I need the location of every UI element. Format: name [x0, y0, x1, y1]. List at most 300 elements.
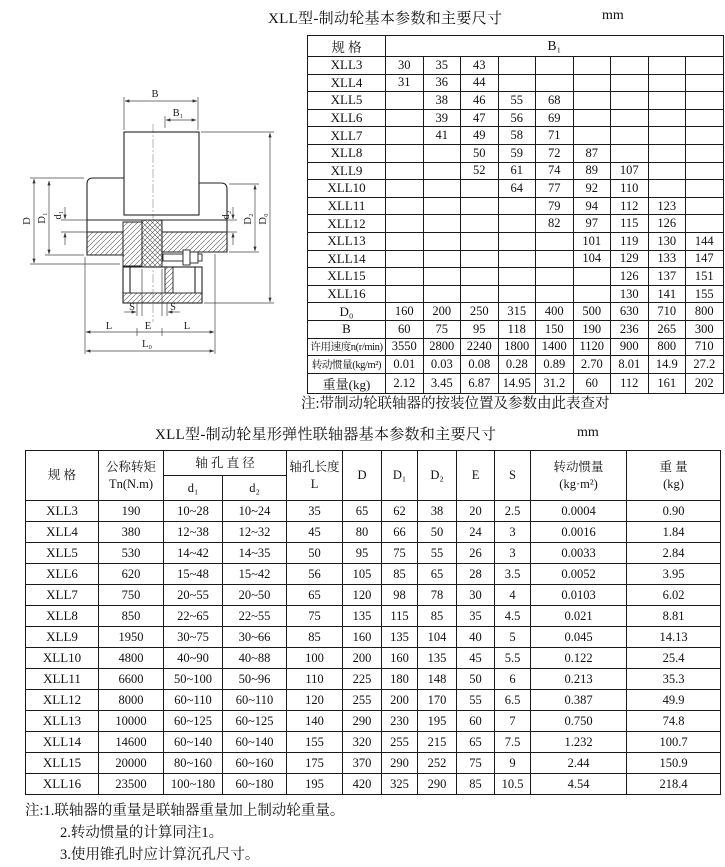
cell: 252: [418, 753, 457, 774]
cell: 112: [611, 197, 649, 215]
cell: 2240: [461, 338, 499, 356]
cell: [536, 74, 574, 92]
cell: 0.0016: [531, 522, 627, 543]
row-label: XLL6: [26, 564, 99, 585]
coupling-table: [25, 450, 721, 795]
cell: 20000: [99, 753, 164, 774]
cell: 8.01: [611, 356, 649, 374]
cell: [611, 109, 649, 127]
cell: 300: [686, 320, 724, 338]
cell: 0.021: [531, 606, 627, 627]
table-note: 注:带制动轮联轴器的按装位置及参数由此表查对: [301, 396, 610, 412]
cell: [648, 74, 686, 92]
cell: 27.2: [686, 356, 724, 374]
cell: [423, 197, 461, 215]
cell: 3550: [386, 338, 424, 356]
cell: 95: [461, 320, 499, 338]
table-row: [26, 564, 721, 585]
torque-column-header: [99, 451, 164, 501]
table-row: [26, 543, 721, 564]
cell: [386, 109, 424, 127]
unit-label-mm-bottom: mm: [577, 425, 599, 440]
cell: 95: [343, 543, 382, 564]
cell: 89: [573, 162, 611, 180]
cell: 0.0052: [531, 564, 627, 585]
cell: 130: [648, 232, 686, 250]
cell: 50: [287, 543, 343, 564]
cell: 41: [423, 127, 461, 145]
cell: 160: [386, 303, 424, 321]
cell: 64: [498, 180, 536, 198]
cell: 0.28: [498, 356, 536, 374]
cell: 147: [686, 250, 724, 268]
cell: 320: [343, 732, 382, 753]
dim-d2-cap-label: D₂: [243, 213, 254, 225]
cell: 250: [461, 303, 499, 321]
cell: 97: [573, 215, 611, 233]
torque-header-line1: 公称转矩: [105, 459, 156, 474]
cell: 5: [495, 627, 531, 648]
cell: 151: [686, 268, 724, 286]
cell: 3.45: [423, 373, 461, 393]
dim-d1-cap-label: D₁: [37, 212, 48, 224]
cell: [686, 57, 724, 75]
row-label: XLL14: [26, 732, 99, 753]
cell: 325: [382, 774, 418, 795]
col-header-E: E: [457, 451, 495, 501]
cell: 30~75: [164, 627, 223, 648]
cell: 202: [686, 373, 724, 393]
cell: 59: [498, 144, 536, 162]
cell: 0.0033: [531, 543, 627, 564]
cell: [386, 197, 424, 215]
cell: 60~140: [164, 732, 223, 753]
row-label: XLL16: [308, 285, 386, 303]
cell: 74.8: [627, 711, 721, 732]
row-label: XLL11: [26, 669, 99, 690]
table-row: [308, 373, 724, 393]
row-label: XLL16: [26, 774, 99, 795]
table-row: [26, 627, 721, 648]
row-label: XLL3: [26, 501, 99, 522]
cell: [423, 250, 461, 268]
cell: 630: [611, 303, 649, 321]
cell: 30: [386, 57, 424, 75]
cell: 255: [382, 732, 418, 753]
unit-label-mm-top: mm: [602, 8, 624, 23]
cell: 190: [573, 320, 611, 338]
cell: 98: [382, 585, 418, 606]
cell: 0.89: [536, 356, 574, 374]
cell: 105: [343, 564, 382, 585]
col-header-D: D: [343, 451, 382, 501]
table-row: [26, 501, 721, 522]
cell: [648, 162, 686, 180]
cell: 850: [99, 606, 164, 627]
cell: 10~28: [164, 501, 223, 522]
dim-e-label: E: [144, 321, 152, 332]
cell: 133: [648, 250, 686, 268]
cell: 60~180: [223, 774, 287, 795]
cell: 2.84: [627, 543, 721, 564]
cell: 144: [686, 232, 724, 250]
row-label: XLL10: [26, 648, 99, 669]
cell: 2.5: [495, 501, 531, 522]
bore-length-line1: 轴孔长度: [289, 459, 340, 474]
cell: 0.01: [386, 356, 424, 374]
cell: 14.9: [648, 356, 686, 374]
cell: 200: [343, 648, 382, 669]
cell: 290: [418, 774, 457, 795]
cell: 1.232: [531, 732, 627, 753]
page-title-brake-wheel: XLL型-制动轮基本参数和主要尺寸: [268, 11, 503, 27]
cell: 75: [382, 543, 418, 564]
cell: 85: [418, 606, 457, 627]
cell: 14.13: [627, 627, 721, 648]
cell: 750: [99, 585, 164, 606]
cell: [423, 215, 461, 233]
cell: [536, 268, 574, 286]
brake-wheel-table: [307, 35, 724, 394]
cell: [686, 180, 724, 198]
table-row: [308, 268, 724, 286]
cell: [423, 162, 461, 180]
cell: [648, 92, 686, 110]
table-row: [308, 356, 724, 374]
cell: 0.0004: [531, 501, 627, 522]
row-label: XLL5: [308, 92, 386, 110]
table-row: [308, 109, 724, 127]
cell: 85: [287, 627, 343, 648]
cell: 77: [536, 180, 574, 198]
cell: 65: [418, 564, 457, 585]
inertia-header-line2: (kg·m²): [559, 476, 598, 491]
cell: 380: [99, 522, 164, 543]
cell: 94: [573, 197, 611, 215]
cell: 78: [418, 585, 457, 606]
cell: 60: [386, 320, 424, 338]
table-row: [26, 648, 721, 669]
cell: 38: [418, 501, 457, 522]
cell: 137: [648, 268, 686, 286]
cell: 47: [461, 109, 499, 127]
row-label: D₀: [308, 303, 386, 321]
cell: [648, 57, 686, 75]
cell: 255: [343, 690, 382, 711]
cell: 55: [498, 92, 536, 110]
row-label: XLL8: [26, 606, 99, 627]
cell: 66: [382, 522, 418, 543]
row-label: 许用速度n(r/min): [308, 338, 386, 356]
cell: [498, 74, 536, 92]
cell: 35: [423, 57, 461, 75]
cell: 65: [287, 585, 343, 606]
cell: 56: [498, 109, 536, 127]
cell: 0.750: [531, 711, 627, 732]
dim-l0-label: L₀: [141, 339, 153, 350]
spec-column-header: 规 格: [308, 36, 386, 57]
cell: 620: [99, 564, 164, 585]
row-label: XLL5: [26, 543, 99, 564]
cell: [498, 268, 536, 286]
cell: 60~140: [223, 732, 287, 753]
cell: 3.5: [495, 564, 531, 585]
row-label: B: [308, 320, 386, 338]
cell: 14.95: [498, 373, 536, 393]
cell: [648, 144, 686, 162]
cell: 112: [611, 373, 649, 393]
dim-s-right-label: S: [170, 302, 176, 313]
table-header-row: [26, 451, 721, 476]
table-row: [26, 606, 721, 627]
cell: 2.44: [531, 753, 627, 774]
table-row: [308, 127, 724, 145]
inertia-header-line1: 转动惯量: [553, 459, 604, 474]
cell: 24: [457, 522, 495, 543]
cell: [686, 127, 724, 145]
cell: [648, 109, 686, 127]
table-row: [308, 232, 724, 250]
cell: 170: [418, 690, 457, 711]
cell: 74: [536, 162, 574, 180]
cell: 0.045: [531, 627, 627, 648]
cell: 45: [457, 648, 495, 669]
row-label: XLL7: [308, 127, 386, 145]
cell: 3.95: [627, 564, 721, 585]
cell: 31.2: [536, 373, 574, 393]
cell: 7: [495, 711, 531, 732]
cell: 92: [573, 180, 611, 198]
cell: 0.08: [461, 356, 499, 374]
cell: 195: [418, 711, 457, 732]
cell: 39: [423, 109, 461, 127]
cell: 120: [343, 585, 382, 606]
cell: 49: [461, 127, 499, 145]
cell: 85: [457, 774, 495, 795]
cell: 1950: [99, 627, 164, 648]
cell: 3: [495, 543, 531, 564]
cell: [573, 57, 611, 75]
cell: 28: [457, 564, 495, 585]
cell: [498, 197, 536, 215]
cell: 6.5: [495, 690, 531, 711]
cell: 150.9: [627, 753, 721, 774]
cell: 52: [461, 162, 499, 180]
cell: 38: [423, 92, 461, 110]
cell: [686, 197, 724, 215]
cell: 0.03: [423, 356, 461, 374]
row-label: XLL6: [308, 109, 386, 127]
cell: 55: [457, 690, 495, 711]
cell: 110: [611, 180, 649, 198]
b1-column-header: B₁: [386, 36, 724, 57]
cell: 60~110: [223, 690, 287, 711]
table-row: [308, 162, 724, 180]
cell: 56: [287, 564, 343, 585]
bore-length-line2: L: [310, 476, 319, 491]
cell: 175: [287, 753, 343, 774]
cell: 12~32: [223, 522, 287, 543]
cell: [423, 285, 461, 303]
cell: 40: [457, 627, 495, 648]
cell: 4: [495, 585, 531, 606]
footnote-line: 3.使用锥孔时应计算沉孔尺寸。: [60, 847, 260, 863]
cell: 50~96: [223, 669, 287, 690]
cell: 10.5: [495, 774, 531, 795]
cell: 58: [498, 127, 536, 145]
cell: [423, 232, 461, 250]
cell: 8000: [99, 690, 164, 711]
cell: 7.5: [495, 732, 531, 753]
cell: 135: [343, 606, 382, 627]
row-label: XLL14: [308, 250, 386, 268]
cell: [573, 127, 611, 145]
cell: 161: [648, 373, 686, 393]
cell: 100~180: [164, 774, 223, 795]
table-row: [308, 320, 724, 338]
cell: 119: [611, 232, 649, 250]
cell: 22~55: [223, 606, 287, 627]
cell: 12~38: [164, 522, 223, 543]
cell: [423, 268, 461, 286]
cell: 155: [287, 732, 343, 753]
cell: 107: [611, 162, 649, 180]
cell: 141: [648, 285, 686, 303]
cell: 120: [287, 690, 343, 711]
row-label: XLL15: [308, 268, 386, 286]
cell: 8.81: [627, 606, 721, 627]
cell: 104: [418, 627, 457, 648]
cell: 22~65: [164, 606, 223, 627]
cell: [611, 92, 649, 110]
cell: 50~100: [164, 669, 223, 690]
cell: 60~110: [164, 690, 223, 711]
cell: [498, 57, 536, 75]
cell: [386, 268, 424, 286]
cell: 30~66: [223, 627, 287, 648]
cell: 118: [498, 320, 536, 338]
cell: [686, 162, 724, 180]
cell: [686, 92, 724, 110]
cell: [386, 250, 424, 268]
cell: [461, 197, 499, 215]
row-label: XLL9: [26, 627, 99, 648]
cell: 101: [573, 232, 611, 250]
cell: [611, 144, 649, 162]
table-row: [308, 57, 724, 75]
table-row: [26, 585, 721, 606]
cell: [573, 74, 611, 92]
cell: 14~35: [223, 543, 287, 564]
cell: 0.0103: [531, 585, 627, 606]
cell: 100.7: [627, 732, 721, 753]
cell: [611, 74, 649, 92]
cell: 68: [536, 92, 574, 110]
cell: 180: [382, 669, 418, 690]
table-row: [308, 285, 724, 303]
table-row: [308, 215, 724, 233]
cell: 49.9: [627, 690, 721, 711]
cell: [461, 180, 499, 198]
row-label: XLL3: [308, 57, 386, 75]
cell: [386, 127, 424, 145]
cell: 0.90: [627, 501, 721, 522]
cell: [648, 127, 686, 145]
cell: [386, 285, 424, 303]
cell: [498, 232, 536, 250]
inertia-column-header: [531, 451, 627, 501]
cell: 35.3: [627, 669, 721, 690]
cell: [461, 250, 499, 268]
cell: 100: [287, 648, 343, 669]
cell: [386, 232, 424, 250]
cell: 290: [382, 753, 418, 774]
cell: 140: [287, 711, 343, 732]
cell: 69: [536, 109, 574, 127]
cell: 4.54: [531, 774, 627, 795]
table-row: [308, 338, 724, 356]
dim-b1-label: B₁: [172, 108, 184, 119]
cell: 26: [457, 543, 495, 564]
table-row: [26, 753, 721, 774]
cell: [423, 144, 461, 162]
table-row: [26, 669, 721, 690]
dim-d2-label: d₂: [221, 210, 232, 220]
cell: 2800: [423, 338, 461, 356]
cell: 1.84: [627, 522, 721, 543]
row-label: XLL12: [26, 690, 99, 711]
cell: 155: [686, 285, 724, 303]
cell: 60: [573, 373, 611, 393]
cell: 126: [611, 268, 649, 286]
cell: 6600: [99, 669, 164, 690]
dim-b-label: B: [151, 89, 159, 100]
cell: [573, 92, 611, 110]
dim-d-cap-label: D: [22, 217, 33, 225]
bore-length-header: [287, 451, 343, 501]
cell: 1400: [536, 338, 574, 356]
col-header-S: S: [495, 451, 531, 501]
row-label: XLL9: [308, 162, 386, 180]
cell: 2.12: [386, 373, 424, 393]
cell: 130: [611, 285, 649, 303]
dim-d0-label: D₀: [258, 213, 269, 225]
cell: 5.5: [495, 648, 531, 669]
row-label: XLL4: [308, 74, 386, 92]
cell: 10~24: [223, 501, 287, 522]
cell: 60~125: [164, 711, 223, 732]
cell: 126: [648, 215, 686, 233]
cell: [536, 232, 574, 250]
table-row: [26, 522, 721, 543]
table-row: [308, 197, 724, 215]
cell: 20~55: [164, 585, 223, 606]
row-label: XLL10: [308, 180, 386, 198]
cell: 62: [382, 501, 418, 522]
table-row: [308, 303, 724, 321]
cell: 710: [648, 303, 686, 321]
cell: [498, 215, 536, 233]
cell: 115: [611, 215, 649, 233]
cell: 148: [418, 669, 457, 690]
weight-header-line2: (kg): [663, 476, 684, 491]
cell: 129: [611, 250, 649, 268]
cell: 110: [287, 669, 343, 690]
row-label: XLL12: [308, 215, 386, 233]
cell: 14600: [99, 732, 164, 753]
cell: 85: [382, 564, 418, 585]
cell: [461, 268, 499, 286]
